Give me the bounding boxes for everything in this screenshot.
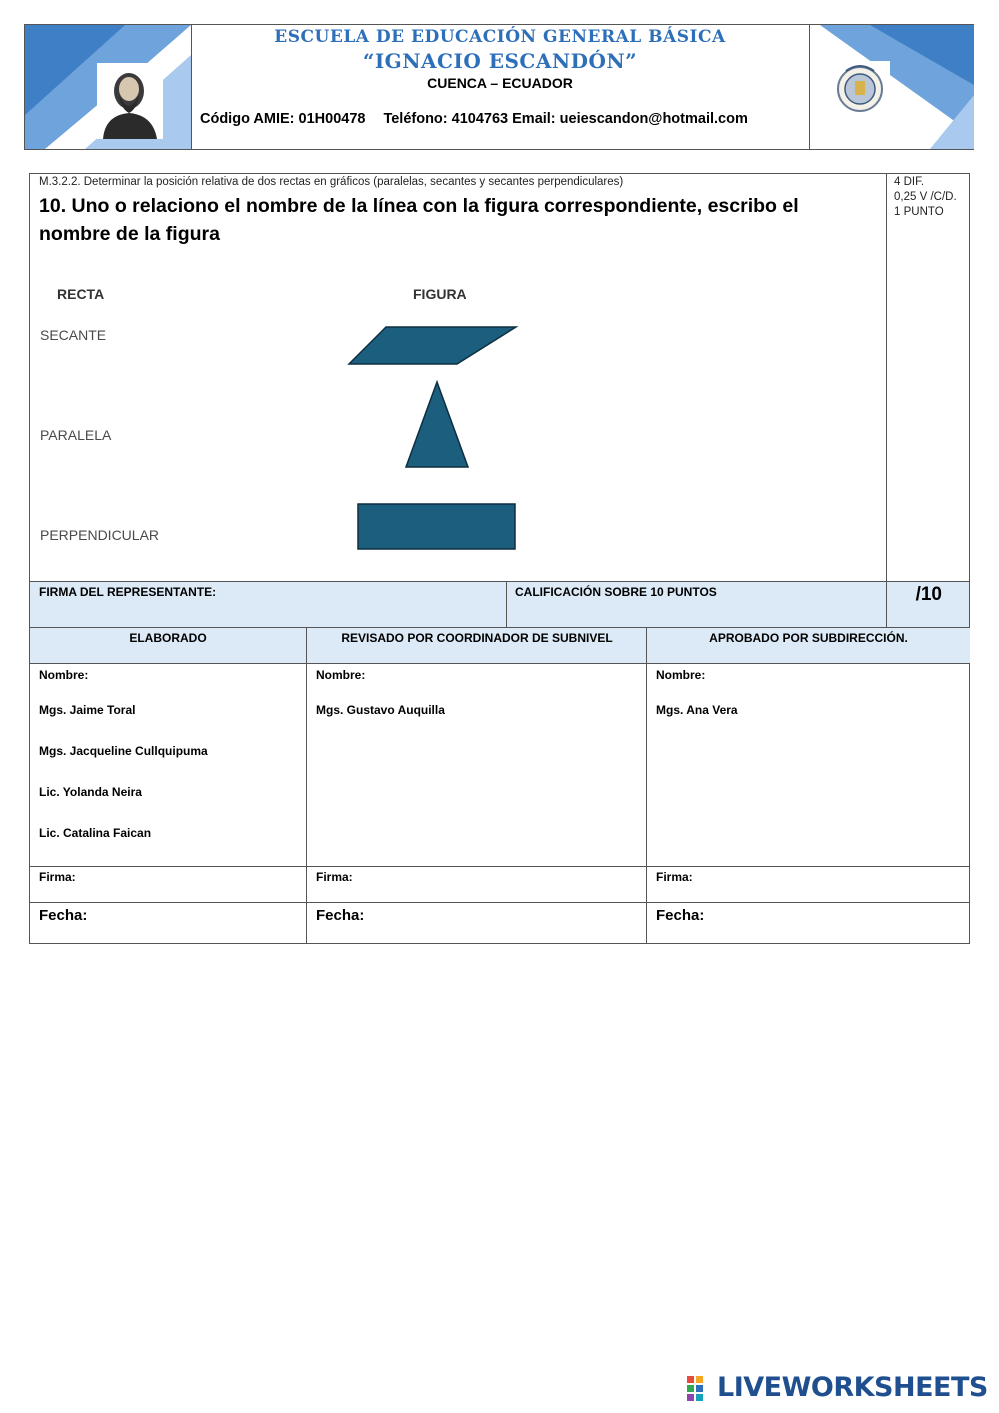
school-name-line1: ESCUELA DE EDUCACIÓN GENERAL BÁSICA [274, 27, 726, 47]
grade-value: /10 [915, 584, 942, 605]
header-center-panel [191, 25, 809, 149]
name-label: Nombre: [39, 668, 89, 682]
school-name-line2: “IGNACIO ESCANDÓN” [362, 49, 638, 73]
activity-box [29, 173, 970, 582]
firma-cell[interactable] [307, 866, 647, 903]
score-difficulty: 4 DIF. [894, 176, 925, 188]
score-points: 1 PUNTO [894, 206, 944, 218]
score-value: 0,25 V /C/D. [894, 191, 957, 203]
firma-label: Firma: [316, 870, 353, 884]
grade-value-cell[interactable] [886, 582, 970, 627]
question-title: 10. Uno o relaciono el nombre de la línea con la figura correspondiente, escribo el nombre de la figura [39, 195, 799, 245]
figures-canvas [30, 174, 886, 581]
figure-triangle[interactable] [406, 382, 468, 467]
fecha-label: Fecha: [39, 907, 88, 924]
phone-email: Teléfono: 4104763 Email: ueiescandon@hotmail.com [383, 111, 748, 127]
representative-signature-cell[interactable] [30, 582, 506, 627]
person-name: Mgs. Ana Vera [656, 703, 738, 717]
skill-description: M.3.2.2. Determinar la posición relativa de dos rectas en gráficos (paralelas, secantes y secantes perpendiculares) [39, 176, 624, 188]
term-secante[interactable]: SECANTE [40, 327, 107, 343]
school-city: CUENCA – ECUADOR [427, 75, 573, 91]
person-name: Mgs. Gustavo Auquilla [316, 703, 445, 717]
approval-heading: ELABORADO [30, 628, 306, 664]
school-contact [200, 111, 766, 127]
approvals-table [29, 627, 970, 944]
term-perpendicular[interactable]: PERPENDICULAR [40, 527, 160, 543]
grade-label-cell [506, 582, 887, 627]
col-recta-header: RECTA [57, 286, 105, 302]
person-name: Mgs. Jacqueline Cullquipuma [39, 744, 208, 758]
fecha-label: Fecha: [656, 907, 705, 924]
person-name: Lic. Yolanda Neira [39, 785, 142, 799]
approval-col-revisado [306, 628, 647, 943]
firma-cell[interactable] [30, 866, 306, 903]
firma-label: Firma: [656, 870, 693, 884]
signature-grade-row [29, 581, 970, 628]
name-label: Nombre: [656, 668, 706, 682]
header-right-panel [809, 25, 974, 149]
amie-code: Código AMIE: 01H00478 [200, 111, 366, 127]
figure-rectangle[interactable] [358, 504, 515, 549]
activity-score-info [886, 174, 969, 581]
fecha-label: Fecha: [316, 907, 365, 924]
liveworksheets-brand[interactable] [687, 1374, 987, 1404]
liveworksheets-logo-icon [687, 1376, 713, 1402]
liveworksheets-text: LIVEWORKSHEETS [717, 1372, 988, 1403]
header-left-panel [25, 25, 192, 149]
portrait-illustration [25, 25, 191, 149]
school-header [24, 24, 974, 150]
name-label: Nombre: [316, 668, 366, 682]
firma-cell[interactable] [647, 866, 970, 903]
approval-heading: APROBADO POR SUBDIRECCIÓN. [647, 628, 970, 664]
approval-col-aprobado [646, 628, 970, 943]
person-name: Mgs. Jaime Toral [39, 703, 136, 717]
person-name: Lic. Catalina Faican [39, 826, 152, 840]
representative-signature-label: FIRMA DEL REPRESENTANTE: [39, 585, 217, 599]
figure-parallelogram[interactable] [349, 327, 516, 364]
col-figura-header: FIGURA [413, 286, 467, 302]
term-paralela[interactable]: PARALELA [40, 427, 112, 443]
activity-main [30, 174, 887, 581]
grade-label: CALIFICACIÓN SOBRE 10 PUNTOS [515, 585, 717, 599]
approval-col-elaborado [30, 628, 306, 943]
approval-heading: REVISADO POR COORDINADOR DE SUBNIVEL [307, 628, 647, 664]
firma-label: Firma: [39, 870, 76, 884]
school-seal-logo [810, 25, 974, 149]
